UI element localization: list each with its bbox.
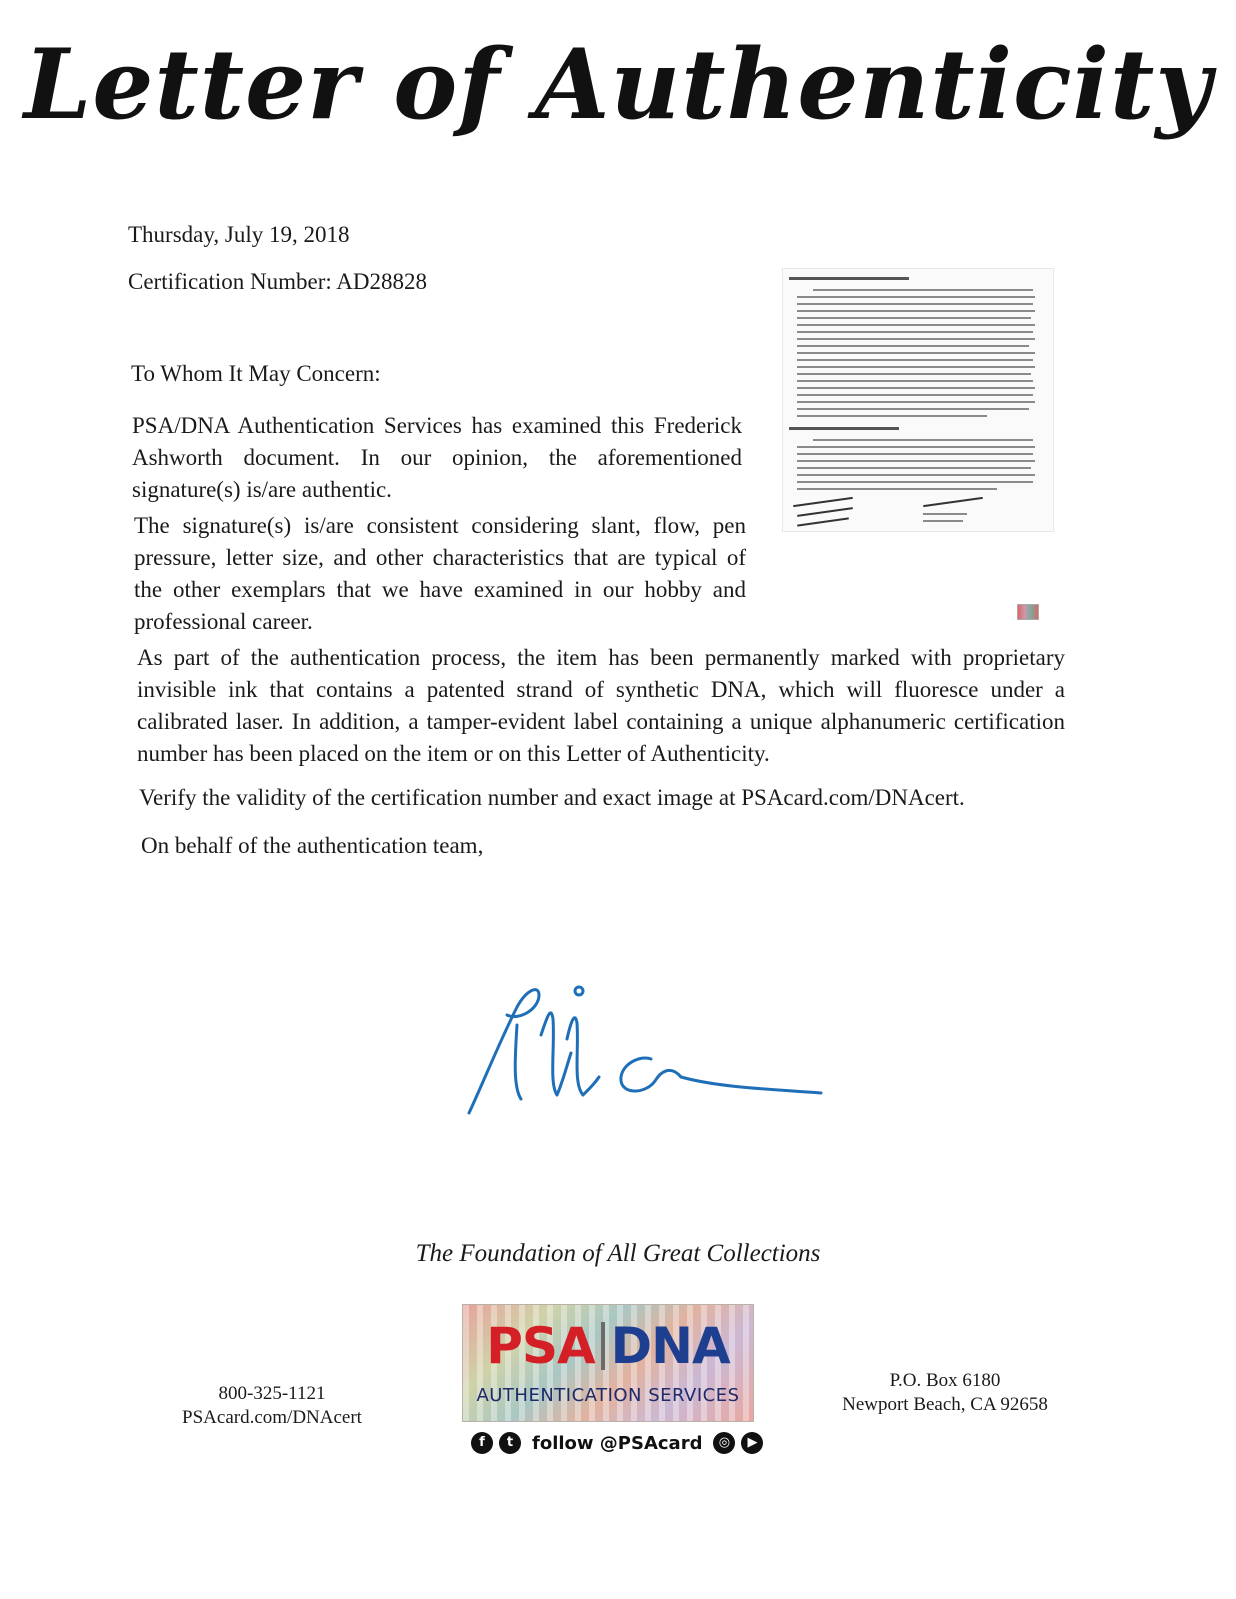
follow-handle[interactable]: follow @PSAcard: [532, 1432, 703, 1454]
authentication-services-label: AUTHENTICATION SERVICES: [476, 1385, 740, 1406]
po-box: P.O. Box 6180: [889, 1370, 1001, 1391]
contact-right: [830, 1369, 1060, 1417]
psa-logo-text: PSA: [486, 1317, 595, 1375]
social-bar: [470, 1432, 758, 1462]
mini-hologram-sticker: [1017, 604, 1039, 620]
website-link[interactable]: PSAcard.com/DNAcert: [182, 1407, 362, 1428]
phone-number: 800-325-1121: [218, 1383, 326, 1404]
authenticator-signature: [455, 965, 835, 1125]
tagline: The Foundation of All Great Collections: [415, 1240, 821, 1267]
paragraph-verify: Verify the validity of the certification number and exact image at PSAcard.com/DNAcert.: [139, 785, 965, 810]
paragraph-closing: On behalf of the authentication team,: [141, 833, 484, 858]
letter-date: Thursday, July 19, 2018: [128, 222, 350, 247]
document-thumbnail: [782, 268, 1054, 532]
twitter-icon[interactable]: t: [499, 1432, 521, 1454]
salutation: To Whom It May Concern:: [131, 361, 381, 386]
letter-title: Letter of Authenticity: [23, 28, 1213, 141]
youtube-icon[interactable]: ▶: [741, 1432, 763, 1454]
certification-number: Certification Number: AD28828: [128, 269, 427, 294]
dna-logo-text: DNA: [610, 1317, 730, 1375]
contact-left: [172, 1382, 372, 1430]
paragraph-consistent: The signature(s) is/are consistent considering slant, flow, pen pressure, letter size, and other characteristics that are typical of the other exemplars that we have examined in our hobby and professional career.: [134, 513, 746, 634]
psa-dna-hologram-logo: [462, 1304, 754, 1422]
paragraph-process: As part of the authentication process, the item has been permanently marked with proprietary invisible ink that contains a patented strand of synthetic DNA, which will fluoresce under a calibrated laser. In addition, a tamper-evident label containing a unique alphanumeric certification number has been placed on the item or on this Letter of Authenticity.: [137, 645, 1065, 766]
facebook-icon[interactable]: f: [471, 1432, 493, 1454]
instagram-icon[interactable]: ◎: [713, 1432, 735, 1454]
paragraph-examined: PSA/DNA Authentication Services has examined this Frederick Ashworth document. In our opinion, the aforementioned signature(s) is/are authentic.: [132, 413, 742, 502]
city-address: Newport Beach, CA 92658: [842, 1394, 1048, 1415]
